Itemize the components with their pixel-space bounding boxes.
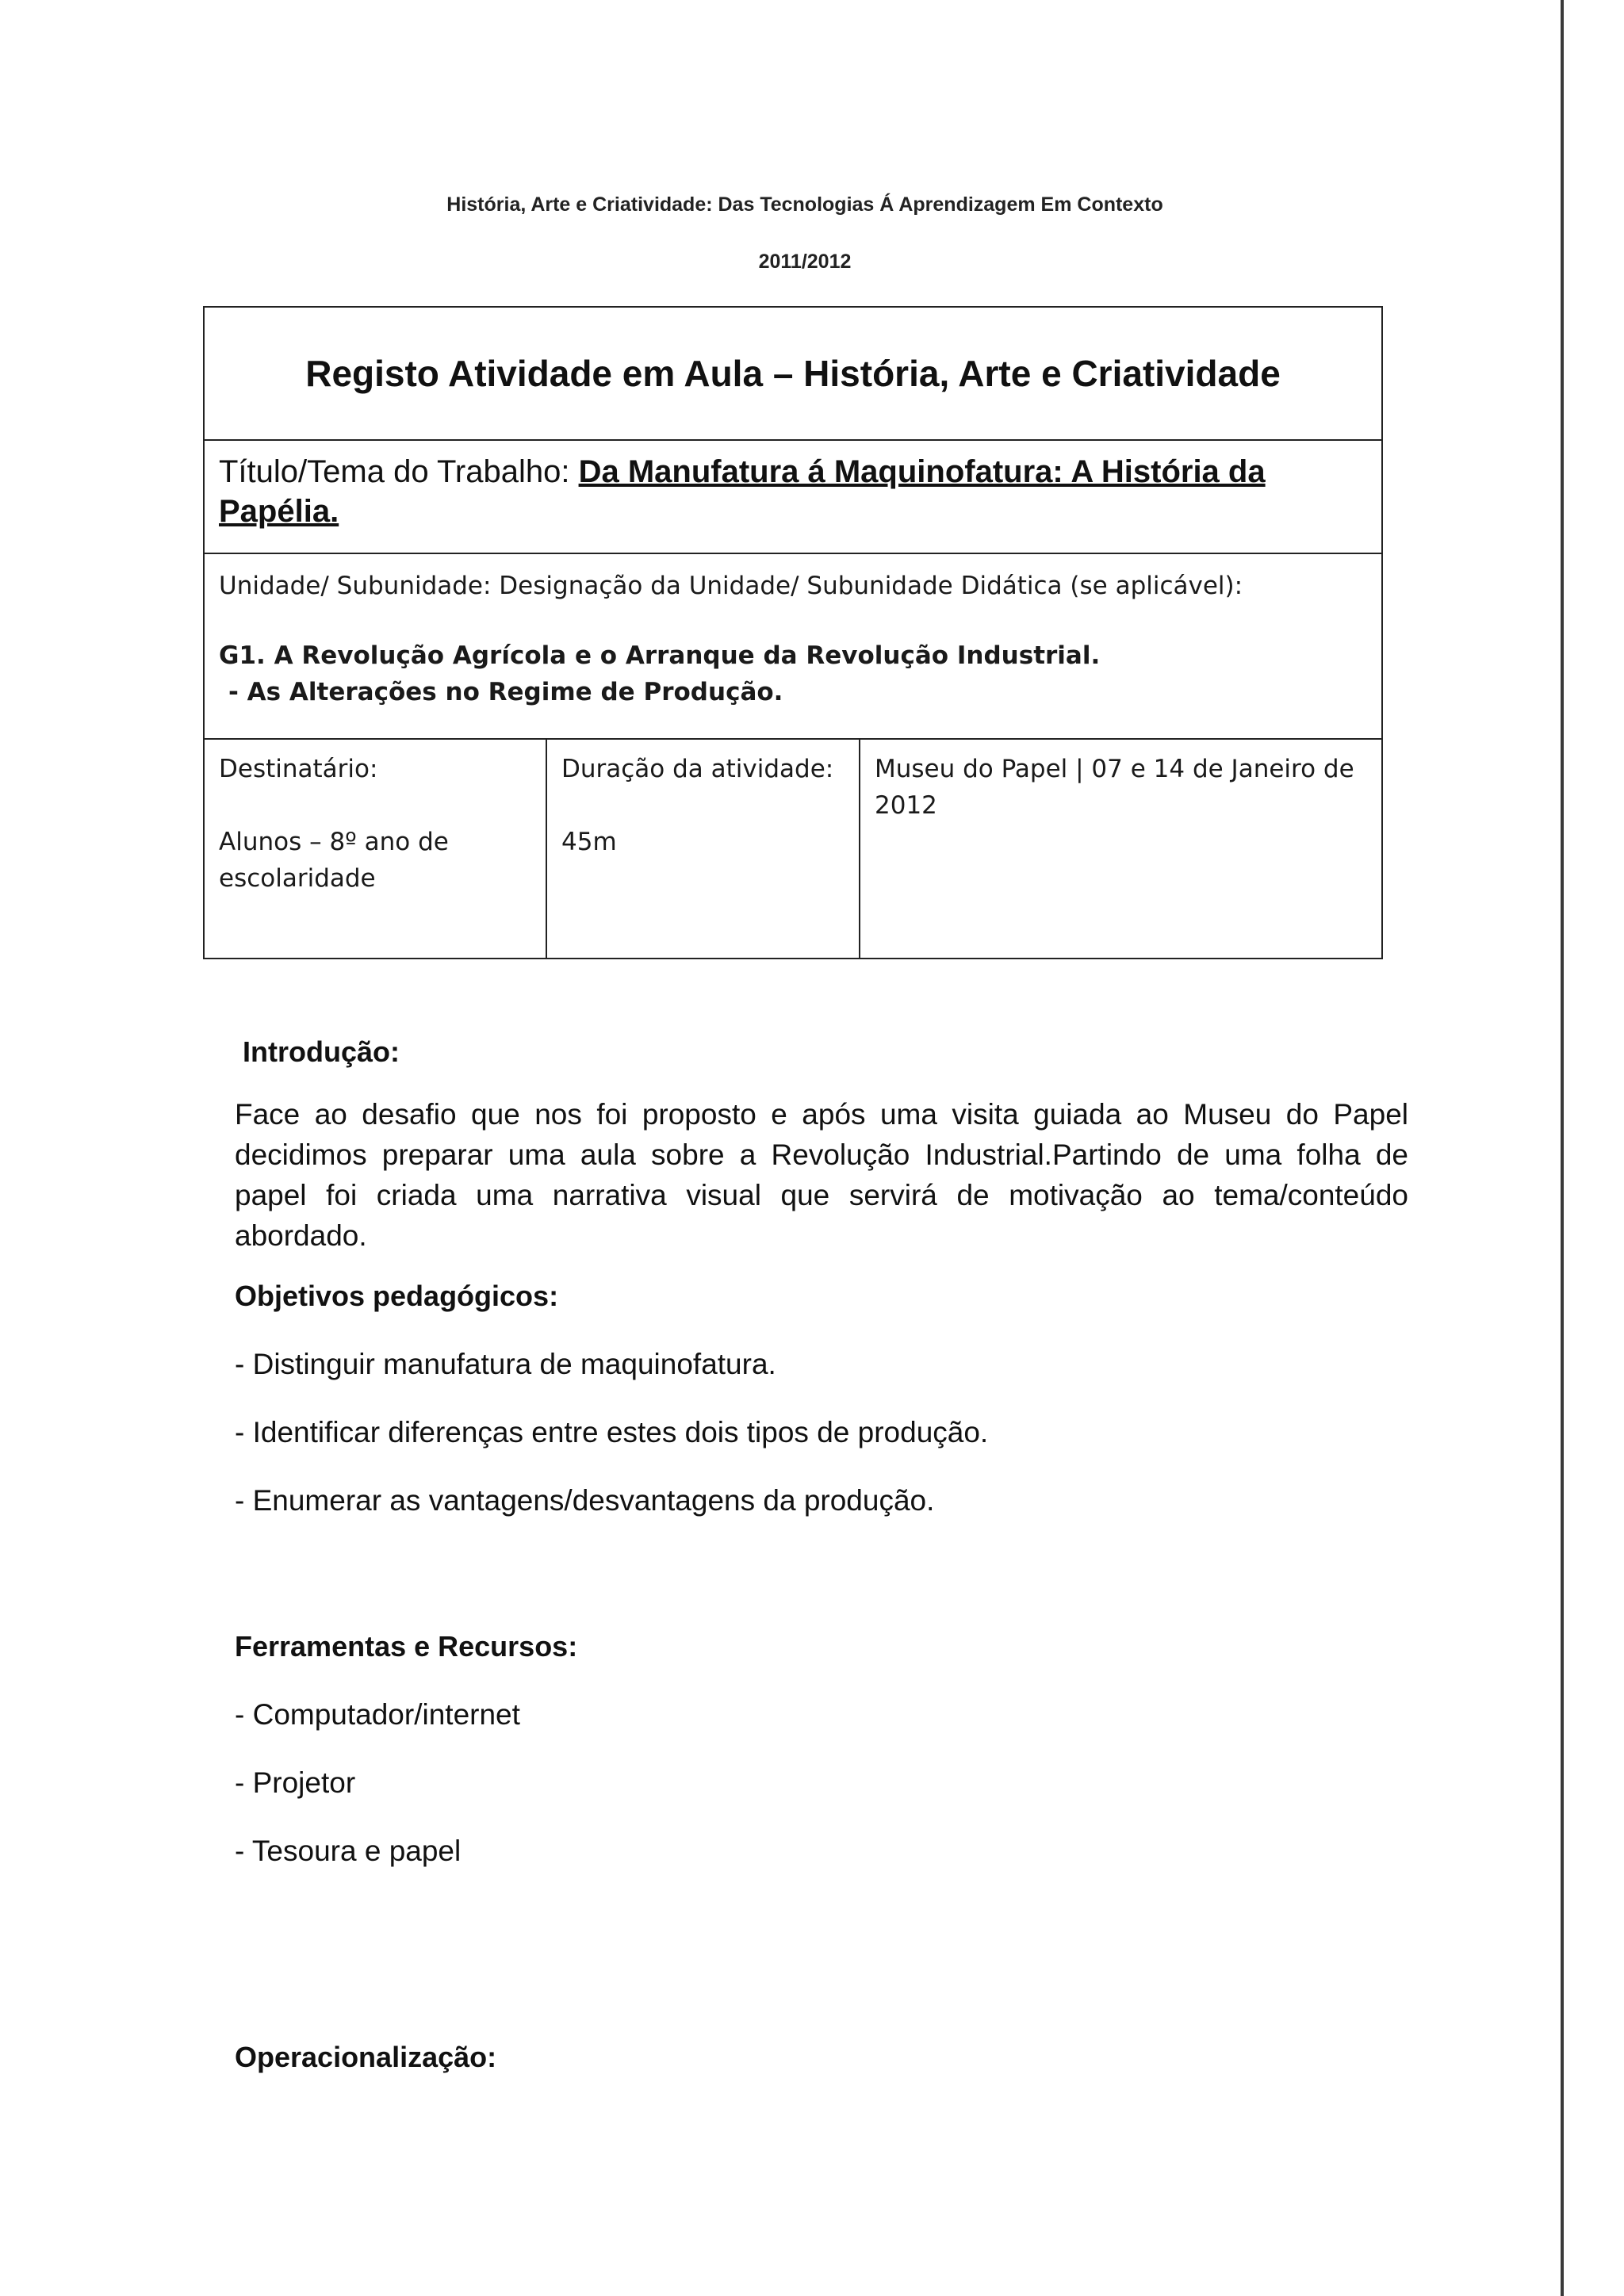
- operationalization-heading: Operacionalização:: [235, 2041, 497, 2073]
- unit-label: Unidade/ Subunidade: Designação da Unidade/ Subunidade Didática (se aplicável):: [219, 572, 1243, 600]
- unit-name: G1. A Revolução Agrícola e o Arranque da Revolução Industrial.: [219, 641, 1101, 670]
- objectives-heading: Objetivos pedagógicos:: [235, 1280, 559, 1312]
- location-cell: [860, 740, 1381, 959]
- activity-record-table: [203, 306, 1383, 959]
- tool-item: - Tesoura e papel: [235, 1835, 462, 1867]
- document-header-year: 2011/2012: [758, 251, 852, 273]
- tool-item: - Projetor: [235, 1766, 356, 1799]
- form-title: Registo Atividade em Aula – História, Arte e Criatividade: [305, 353, 1281, 394]
- form-title-row: [205, 308, 1381, 441]
- recipient-cell: [205, 740, 547, 959]
- theme-value: Da Manufatura á Maquinofatura: A História da Papélia.: [219, 454, 1266, 529]
- unit-row: [205, 554, 1381, 740]
- page-edge-line: [1561, 0, 1564, 2296]
- theme-row: [205, 441, 1381, 554]
- objective-item: - Identificar diferenças entre estes dois tipos de produção.: [235, 1416, 989, 1448]
- tools-heading: Ferramentas e Recursos:: [235, 1630, 578, 1663]
- theme-block: [219, 452, 1350, 531]
- duration-value: 45m: [561, 828, 617, 856]
- duration-label: Duração da atividade:: [561, 755, 834, 783]
- intro-paragraph: Face ao desafio que nos foi proposto e após uma visita guiada ao Museu do Papel decidimos preparar uma aula sobre a Revolução Industrial.Partindo de uma folha de papel foi criada uma narrativa visual que servirá de motivação ao tema/conteúdo abordado.: [235, 1098, 1408, 1252]
- recipient-value: Alunos – 8º ano de escolaridade: [219, 828, 449, 893]
- recipient-label: Destinatário:: [219, 755, 378, 783]
- tool-item: - Computador/internet: [235, 1698, 520, 1731]
- details-row: [205, 740, 1381, 959]
- subunit-name: - As Alterações no Regime de Produção.: [228, 678, 783, 706]
- intro-heading: Introdução:: [243, 1035, 400, 1068]
- objective-item: - Enumerar as vantagens/desvantagens da produção.: [235, 1484, 935, 1517]
- objective-item: - Distinguir manufatura de maquinofatura.: [235, 1348, 776, 1380]
- theme-label: Título/Tema do Trabalho:: [219, 454, 579, 489]
- duration-cell: [547, 740, 860, 959]
- location-dates: Museu do Papel | 07 e 14 de Janeiro de 2012: [875, 755, 1354, 820]
- document-header-title: História, Arte e Criatividade: Das Tecnologias Á Aprendizagem Em Contexto: [446, 193, 1163, 216]
